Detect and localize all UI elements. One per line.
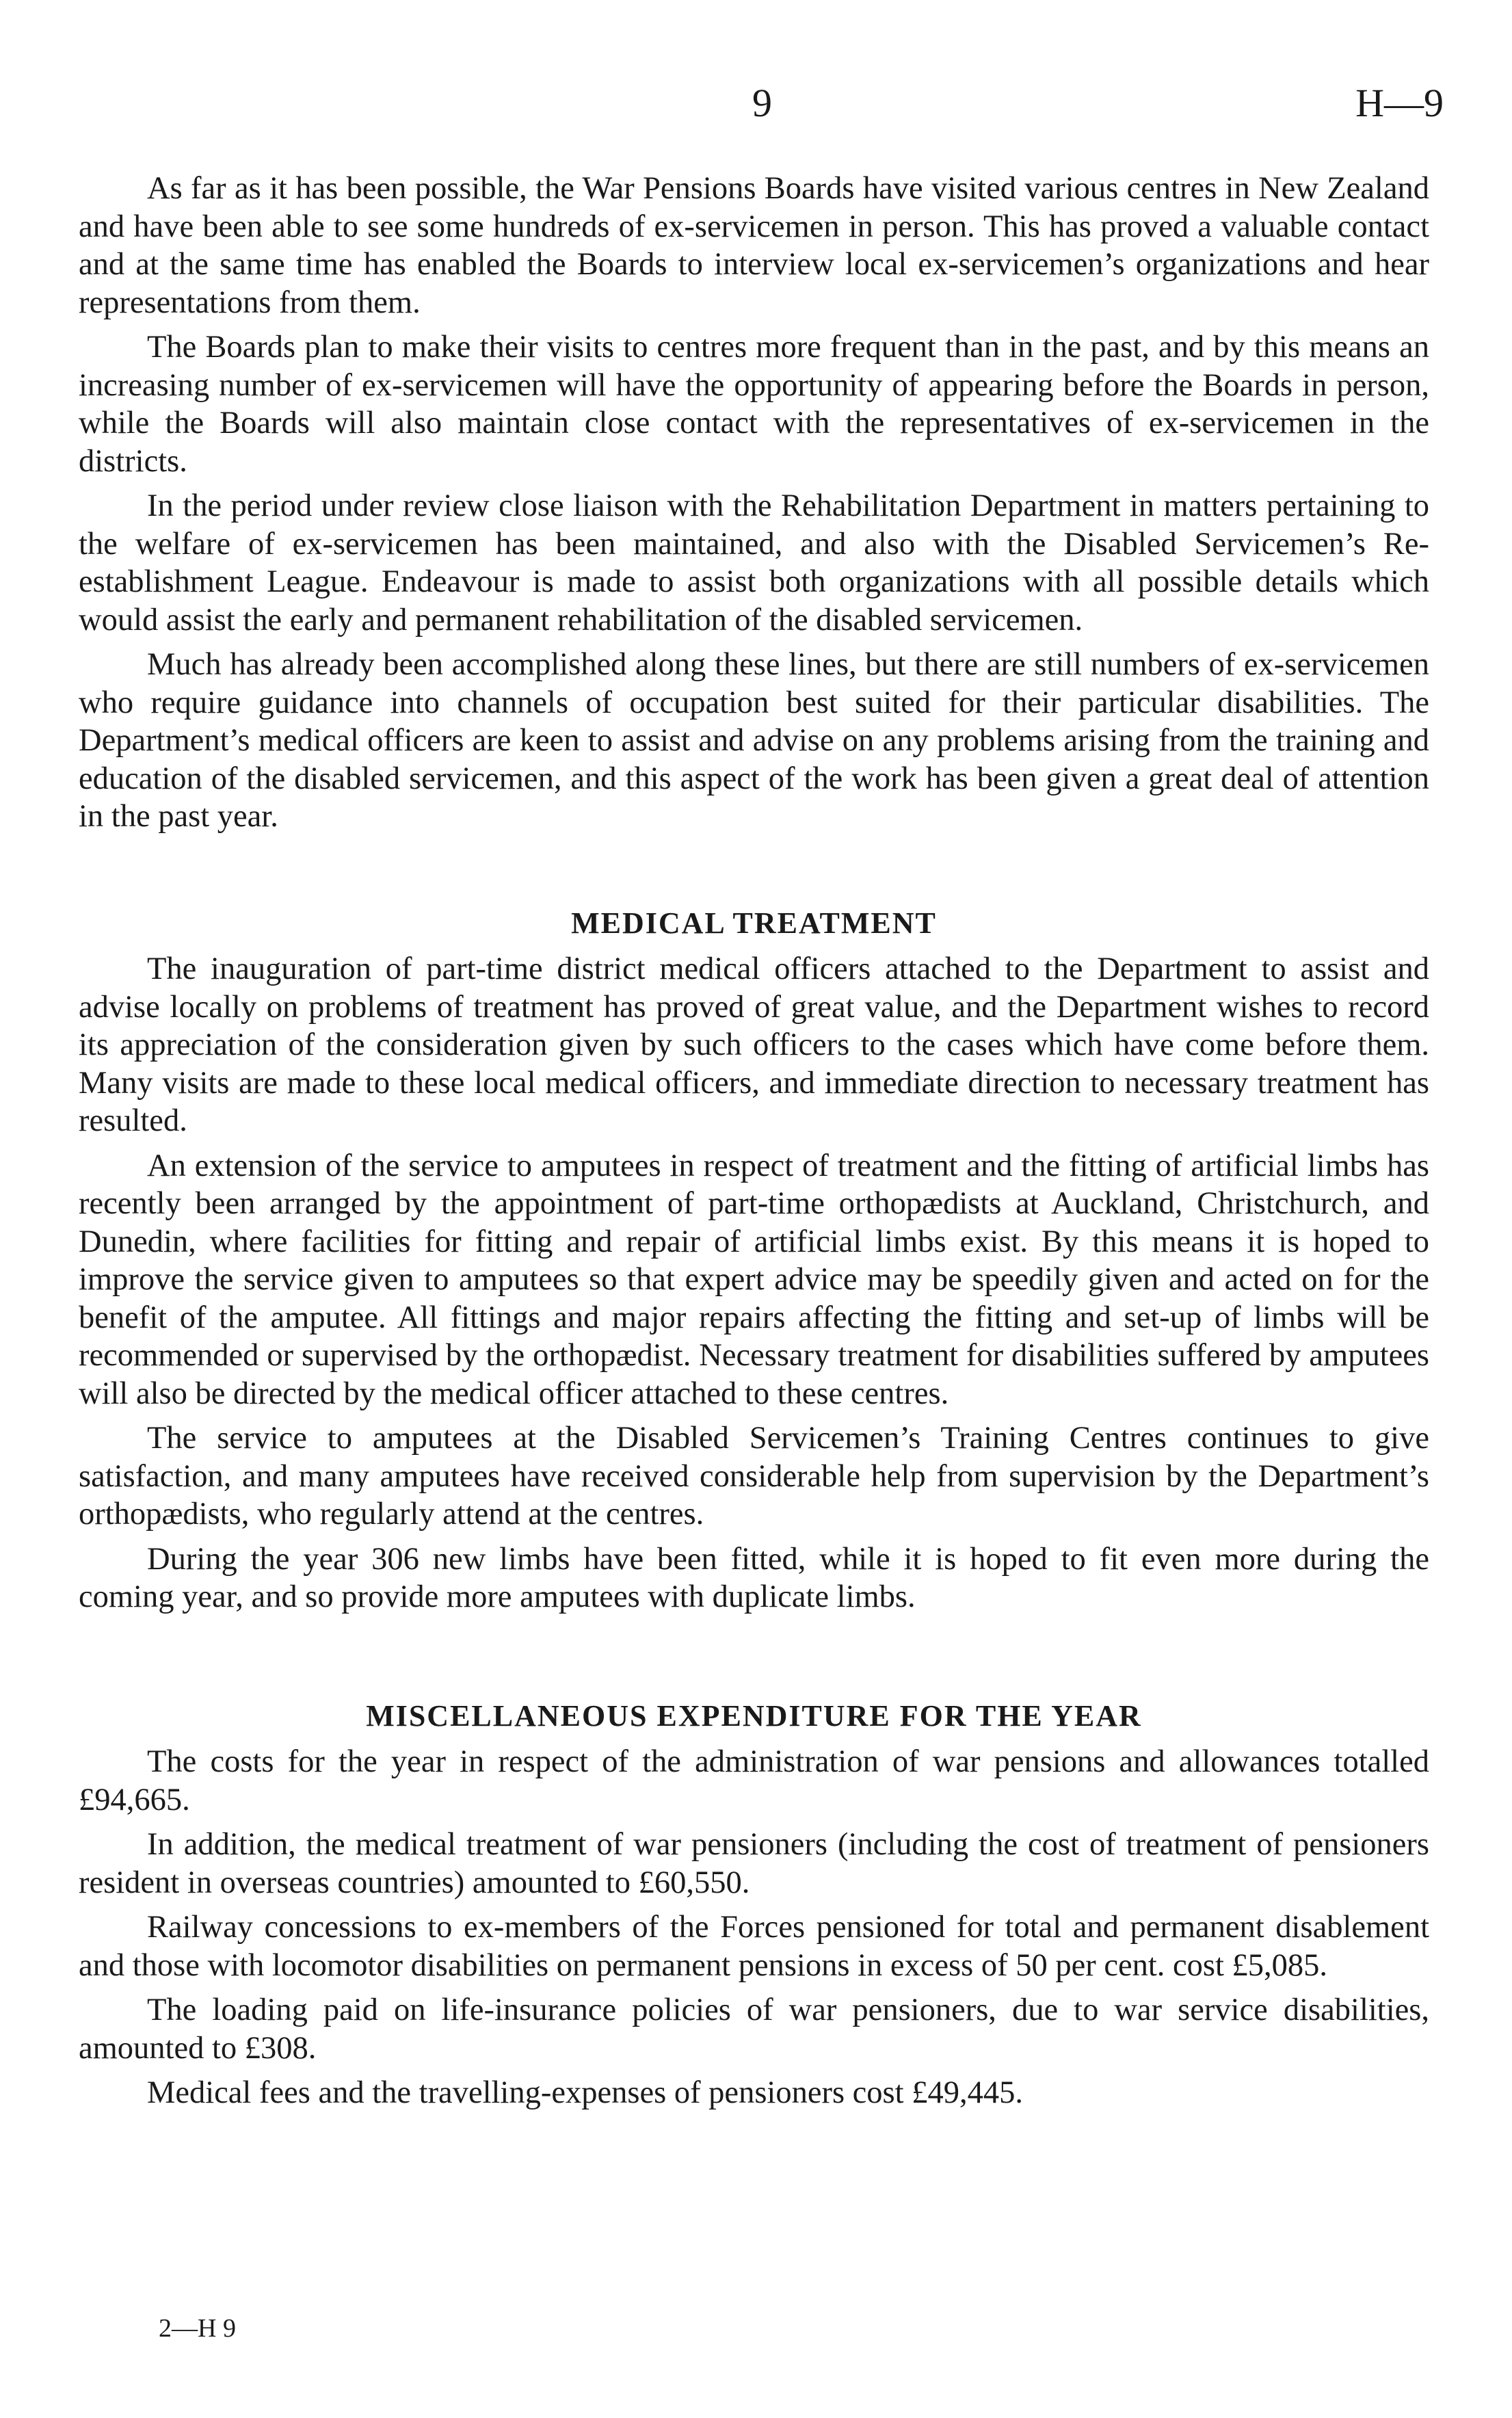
paragraph: The inauguration of part-time district medical officers attached to the Department to assist and advise locally on problems of treatment has proved of great value, and the Department wishes to record its appreciation of the consideration given by such officers to the cases which have come before them. Many visits are made to these local medical officers, and immediate direction to necessary treatment has resulted. xyxy=(79,951,1429,1138)
intro-section xyxy=(79,170,1429,836)
signature-reference: 2—H 9 xyxy=(159,2314,236,2343)
paragraph: The costs for the year in respect of the administration of war pensions and allowances totalled £94,665. xyxy=(79,1744,1429,1817)
paragraph: Railway concessions to ex-members of the Forces pensioned for total and permanent disablement and those with locomotor disabilities on permanent pensions in excess of 50 per cent. cost £5,085. xyxy=(79,1910,1429,1983)
paragraph: The Boards plan to make their visits to centres more frequent than in the past, and by this means an increasing number of ex-servicemen will have the opportunity of appearing before the Boards in person, while the Boards will also maintain close contact with the representatives of ex-servicemen in the districts. xyxy=(79,330,1429,479)
section-heading: MISCELLANEOUS EXPENDITURE FOR THE YEAR xyxy=(366,1698,1142,1733)
paragraph: An extension of the service to amputees in respect of treatment and the fitting of artificial limbs has recently been arranged by the appointment of part-time orthopædists at Auckland, Christchurch, and Dunedin, where facilities for fitting and repair of artificial limbs exist. By this means it is hoped to improve the service given to amputees so that expert advice may be speedily given and acted on for the benefit of the amputee. All fittings and major repairs affecting the fitting and set-up of limbs will be recommended or supervised by the orthopædist. Necessary treatment for disabilities suffered by amputees will also be directed by the medical officer attached to these centres. xyxy=(79,1148,1429,1411)
medical-treatment-section xyxy=(79,904,1429,1616)
page-number: 9 xyxy=(752,81,772,125)
paragraph: In the period under review close liaison with the Rehabilitation Department in matters pertaining to the welfare of ex-servicemen has been maintained, and also with the Disabled Servicemen’s Re-establishment League. Endeavour is made to assist both organizations with all possible details which would assist the early and permanent rehabilitation of the disabled servicemen. xyxy=(79,488,1429,638)
paragraph: Medical fees and the travelling-expenses of pensioners cost £49,445. xyxy=(147,2075,1023,2110)
page-body xyxy=(79,170,1429,2119)
paragraph: The loading paid on life-insurance policies of war pensioners, due to war service disabilities, amounted to £308. xyxy=(79,1993,1429,2066)
document-reference: H—9 xyxy=(1355,81,1444,125)
paragraph: During the year 306 new limbs have been fitted, while it is hoped to fit even more during the coming year, and so provide more amputees with duplicate limbs. xyxy=(79,1541,1429,1614)
section-heading: MEDICAL TREATMENT xyxy=(571,906,937,940)
paragraph: In addition, the medical treatment of war pensioners (including the cost of treatment of pensioners resident in overseas countries) amounted to £60,550. xyxy=(79,1827,1429,1900)
misc-expenditure-section xyxy=(79,1697,1429,2112)
paragraph: Much has already been accomplished along these lines, but there are still numbers of ex-servicemen who require guidance into channels of occupation best suited for their particular disabilities. The Department’s medical officers are keen to assist and advise on any problems arising from the training and education of the disabled servicemen, and this aspect of the work has been given a great deal of attention in the past year. xyxy=(79,647,1429,834)
paragraph: The service to amputees at the Disabled Servicemen’s Training Centres continues to give satisfaction, and many amputees have received considerable help from supervision by the Department’s orthopædists, who regularly attend at the centres. xyxy=(79,1421,1429,1532)
paragraph: As far as it has been possible, the War Pensions Boards have visited various centres in New Zealand and have been able to see some hundreds of ex-servicemen in person. This has proved a valuable contact and at the same time has enabled the Boards to interview local ex-servicemen’s organizations and hear representations from them. xyxy=(79,171,1429,320)
